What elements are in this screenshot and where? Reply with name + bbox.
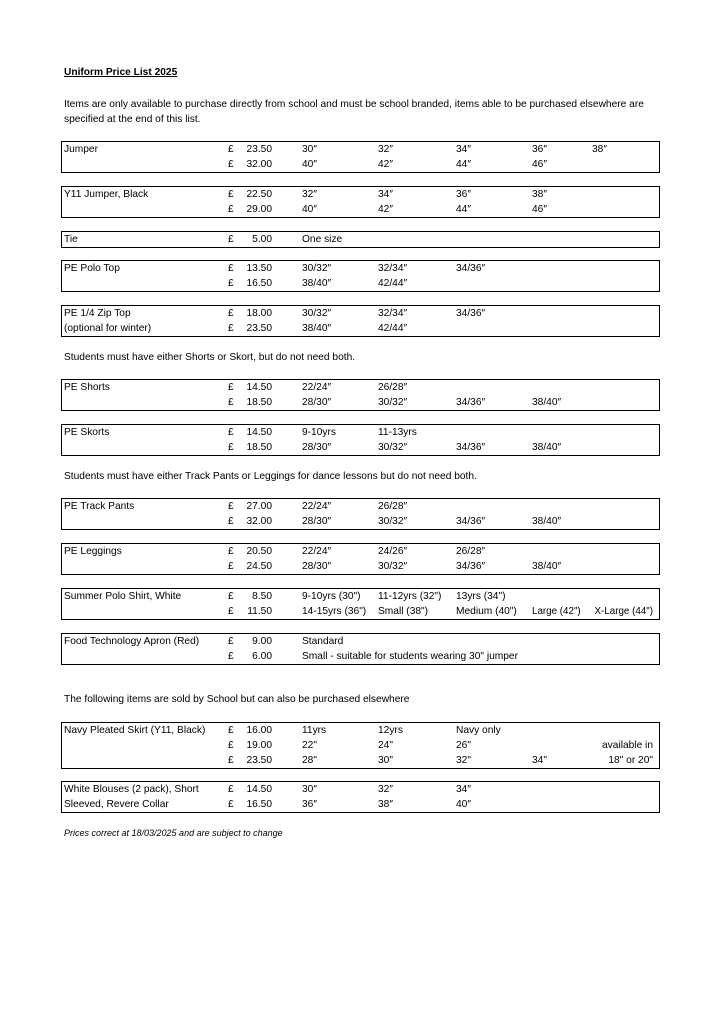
size: 32″	[378, 144, 393, 155]
item-name: Navy Pleated Skirt (Y11, Black)	[64, 725, 206, 736]
size: 9-10yrs (30")	[302, 591, 361, 602]
currency-symbol: £	[228, 501, 234, 512]
size: 9-10yrs	[302, 427, 336, 438]
size: 36″	[456, 189, 471, 200]
currency-symbol: £	[228, 784, 234, 795]
currency-symbol: £	[228, 725, 234, 736]
item-name: Y11 Jumper, Black	[64, 189, 149, 200]
size: 34″	[456, 784, 471, 795]
size: 34/36″	[456, 308, 486, 319]
size: 30/32″	[302, 263, 332, 274]
item-pe-shorts	[61, 379, 660, 411]
currency-symbol: £	[228, 144, 234, 155]
size: 26/28″	[378, 382, 408, 393]
size: 32"	[456, 755, 471, 766]
currency-symbol: £	[228, 323, 234, 334]
availability-note: available in	[602, 740, 653, 751]
size: 30/32″	[378, 442, 408, 453]
item-name: PE 1/4 Zip Top	[64, 308, 131, 319]
currency-symbol: £	[228, 740, 234, 751]
table-row	[62, 589, 659, 604]
size: 42″	[378, 159, 393, 170]
item-summer-polo	[61, 588, 660, 620]
currency-symbol: £	[228, 799, 234, 810]
size: 26"	[456, 740, 471, 751]
currency-symbol: £	[228, 516, 234, 527]
table-row	[62, 649, 659, 664]
price: 19.00	[246, 740, 272, 751]
table-row	[62, 723, 659, 738]
size: 32″	[378, 784, 393, 795]
size: 30"	[378, 755, 393, 766]
price: 32.00	[246, 516, 272, 527]
currency-symbol: £	[228, 561, 234, 572]
size: 44″	[456, 159, 471, 170]
size: 11-12yrs (32")	[378, 591, 442, 602]
price: 27.00	[246, 501, 272, 512]
size: 11yrs	[302, 725, 327, 736]
table-row	[62, 440, 659, 455]
currency-symbol: £	[228, 606, 234, 617]
item-name: PE Track Pants	[64, 501, 135, 512]
size: 42/44″	[378, 278, 408, 289]
currency-symbol: £	[228, 263, 234, 274]
currency-symbol: £	[228, 442, 234, 453]
size: Large (42")	[532, 606, 581, 617]
size: 28/30″	[302, 516, 332, 527]
currency-symbol: £	[228, 189, 234, 200]
currency-symbol: £	[228, 159, 234, 170]
size: 13yrs (34")	[456, 591, 506, 602]
price: 23.50	[246, 755, 272, 766]
size: 34/36″	[456, 516, 486, 527]
price: 14.50	[246, 784, 272, 795]
size: 30/32″	[378, 397, 408, 408]
item-name: White Blouses (2 pack), Short	[64, 784, 199, 795]
size: 38″	[378, 799, 393, 810]
size: 30/32″	[302, 308, 332, 319]
size: 38/40″	[532, 516, 562, 527]
size: 46″	[532, 204, 547, 215]
size: 40″	[456, 799, 471, 810]
size: 42/44″	[378, 323, 408, 334]
size: 24"	[378, 740, 393, 751]
price: 11.50	[247, 606, 272, 617]
table-row	[62, 782, 659, 797]
size: 30″	[302, 784, 317, 795]
table-row	[62, 142, 659, 157]
size: Small (38")	[378, 606, 429, 617]
size: 26/28″	[456, 546, 486, 557]
size: 38/40″	[532, 561, 562, 572]
item-blouses	[61, 781, 660, 813]
availability-note: 18" or 20"	[608, 755, 653, 766]
size: Navy only	[456, 725, 501, 736]
table-row	[62, 499, 659, 514]
currency-symbol: £	[228, 636, 234, 647]
price: 16.00	[246, 725, 272, 736]
size: 30″	[302, 144, 317, 155]
size: 28/30″	[302, 397, 332, 408]
table-row	[62, 202, 659, 217]
size: 26/28″	[378, 501, 408, 512]
table-row	[62, 261, 659, 276]
size: 42″	[378, 204, 393, 215]
price: 18.50	[246, 397, 272, 408]
size: 30/32″	[378, 516, 408, 527]
price: 6.00	[252, 651, 272, 662]
item-name: Food Technology Apron (Red)	[64, 636, 200, 647]
table-row	[62, 380, 659, 395]
size-description: Small - suitable for students wearing 30" jumper	[302, 651, 518, 662]
size: 28/30″	[302, 442, 332, 453]
currency-symbol: £	[228, 234, 234, 245]
table-row	[62, 797, 659, 812]
table-row	[62, 559, 659, 574]
intro-text: Items are only available to purchase directly from school and must be school branded, items able to be purchased elsewhere are specified at the end of this list.	[64, 99, 644, 125]
size: 22/24″	[302, 382, 332, 393]
size: Medium (40")	[456, 606, 517, 617]
size: 40″	[302, 204, 317, 215]
price: 5.00	[252, 234, 272, 245]
size: 38/40″	[302, 278, 332, 289]
price: 18.00	[246, 308, 272, 319]
table-row	[62, 232, 659, 247]
size: 36″	[532, 144, 547, 155]
price: 29.00	[246, 204, 272, 215]
price: 16.50	[246, 799, 272, 810]
size: 36″	[302, 799, 317, 810]
size: 22"	[302, 740, 317, 751]
size: 34/36″	[456, 263, 486, 274]
size: 44″	[456, 204, 471, 215]
size: 28"	[302, 755, 317, 766]
price: 20.50	[246, 546, 272, 557]
item-skirt	[61, 722, 660, 769]
item-apron	[61, 633, 660, 665]
note-track: Students must have either Track Pants or Leggings for dance lessons but do not need both.	[64, 471, 477, 482]
currency-symbol: £	[228, 591, 234, 602]
size: 38/40″	[532, 397, 562, 408]
table-row	[62, 276, 659, 291]
size: 34″	[456, 144, 471, 155]
note-elsewhere: The following items are sold by School but can also be purchased elsewhere	[64, 694, 410, 705]
item-y11-jumper	[61, 186, 660, 218]
item-tie	[61, 231, 660, 248]
size: 30/32″	[378, 561, 408, 572]
item-pe-leggings	[61, 543, 660, 575]
size: 34/36″	[456, 442, 486, 453]
size: 11-13yrs	[378, 427, 417, 438]
currency-symbol: £	[228, 204, 234, 215]
price: 24.50	[246, 561, 272, 572]
currency-symbol: £	[228, 278, 234, 289]
price: 8.50	[252, 591, 272, 602]
note-shorts: Students must have either Shorts or Skort, but do not need both.	[64, 352, 356, 363]
table-row	[62, 425, 659, 440]
table-row	[62, 753, 659, 768]
price: 23.50	[246, 144, 272, 155]
size: 38/40″	[532, 442, 562, 453]
size: 32/34″	[378, 308, 408, 319]
footer-note: Prices correct at 18/03/2025 and are subject to change	[64, 828, 283, 838]
currency-symbol: £	[228, 546, 234, 557]
price: 22.50	[246, 189, 272, 200]
size: 34"	[532, 755, 547, 766]
size: 14-15yrs (36")	[302, 606, 367, 617]
item-pe-track-pants	[61, 498, 660, 530]
item-name: Summer Polo Shirt, White	[64, 591, 182, 602]
currency-symbol: £	[228, 427, 234, 438]
price: 14.50	[246, 382, 272, 393]
item-name: Jumper	[64, 144, 98, 155]
table-row	[62, 738, 659, 753]
table-row	[62, 306, 659, 321]
item-name: PE Polo Top	[64, 263, 120, 274]
size: X-Large (44")	[594, 606, 653, 617]
size: One size	[302, 234, 343, 245]
table-row	[62, 157, 659, 172]
price: 32.00	[246, 159, 272, 170]
size: 38″	[592, 144, 607, 155]
item-name-continued: Sleeved, Revere Collar	[64, 799, 169, 810]
currency-symbol: £	[228, 382, 234, 393]
currency-symbol: £	[228, 651, 234, 662]
size: 24/26″	[378, 546, 408, 557]
item-name-note: (optional for winter)	[64, 323, 152, 334]
table-row	[62, 544, 659, 559]
item-jumper	[61, 141, 660, 173]
price: 14.50	[246, 427, 272, 438]
item-pe-skorts	[61, 424, 660, 456]
item-name: PE Shorts	[64, 382, 110, 393]
price: 16.50	[246, 278, 272, 289]
table-row	[62, 321, 659, 336]
item-pe-zip-top	[61, 305, 660, 337]
size: 32/34″	[378, 263, 408, 274]
price: 23.50	[246, 323, 272, 334]
size-description: Standard	[302, 636, 344, 647]
price: 9.00	[252, 636, 272, 647]
size: 22/24″	[302, 501, 332, 512]
size: 34″	[378, 189, 393, 200]
size: 12yrs	[378, 725, 403, 736]
size: 22/24″	[302, 546, 332, 557]
size: 28/30″	[302, 561, 332, 572]
price: 13.50	[246, 263, 272, 274]
page-title: Uniform Price List 2025	[64, 67, 178, 78]
table-row	[62, 604, 659, 619]
table-row	[62, 187, 659, 202]
item-pe-polo	[61, 260, 660, 292]
size: 34/36″	[456, 561, 486, 572]
table-row	[62, 514, 659, 529]
size: 34/36″	[456, 397, 486, 408]
item-name: PE Leggings	[64, 546, 122, 557]
currency-symbol: £	[228, 397, 234, 408]
item-name: PE Skorts	[64, 427, 110, 438]
table-row	[62, 395, 659, 410]
size: 46″	[532, 159, 547, 170]
size: 32″	[302, 189, 317, 200]
size: 40″	[302, 159, 317, 170]
currency-symbol: £	[228, 755, 234, 766]
item-name: Tie	[64, 234, 78, 245]
size: 38/40″	[302, 323, 332, 334]
price: 18.50	[246, 442, 272, 453]
currency-symbol: £	[228, 308, 234, 319]
size: 38″	[532, 189, 547, 200]
table-row	[62, 634, 659, 649]
